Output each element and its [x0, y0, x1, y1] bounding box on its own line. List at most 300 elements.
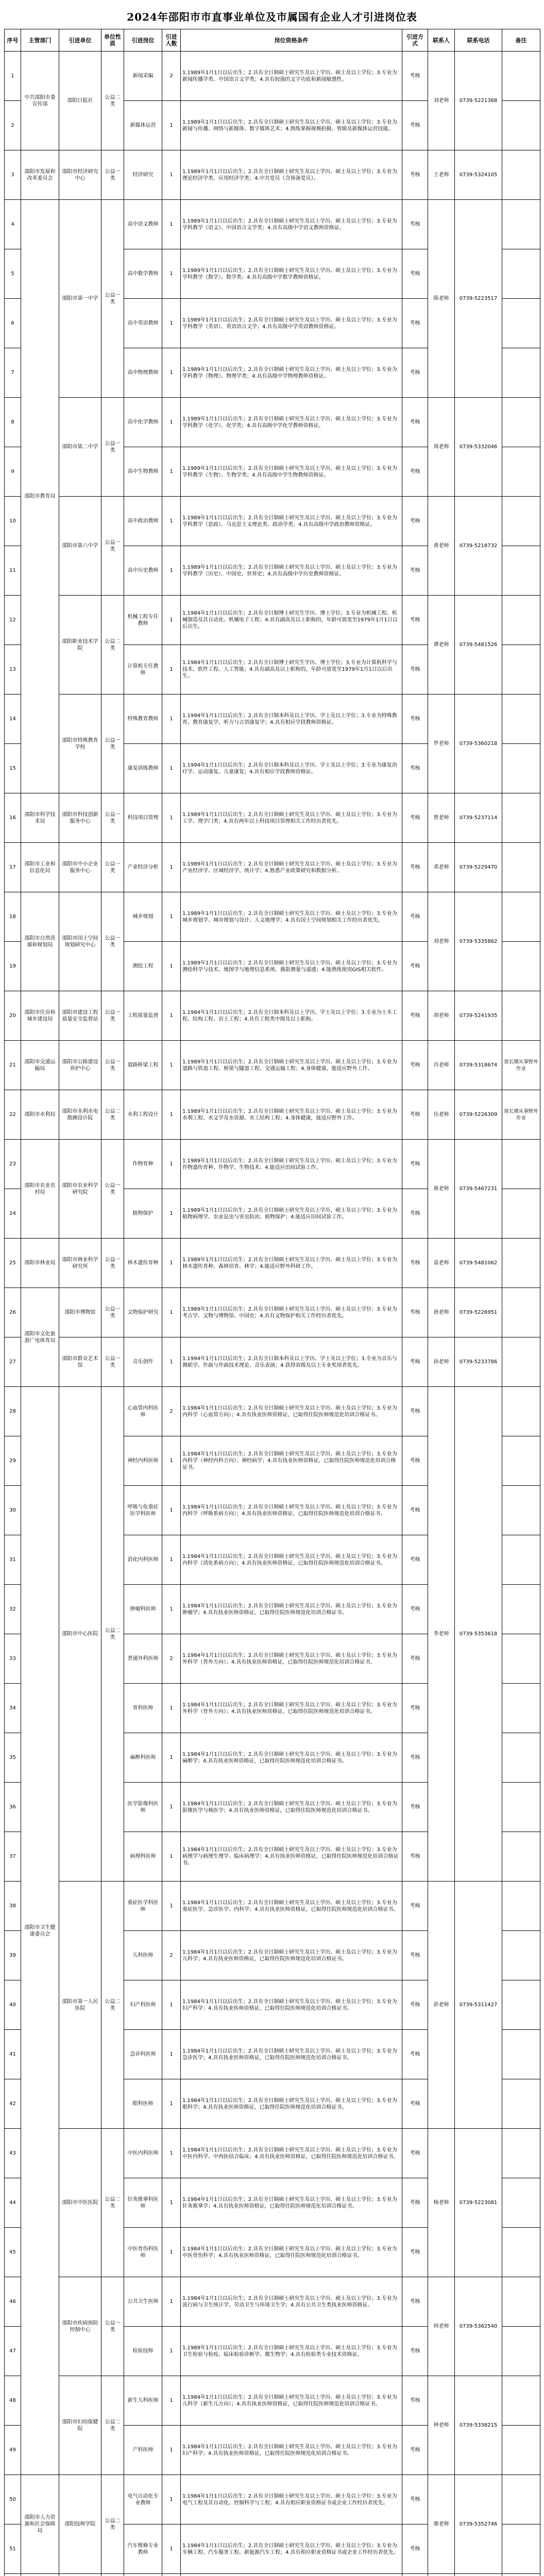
note-cell: [502, 2129, 540, 2178]
post-name-cell: [124, 2079, 162, 2129]
row-number-text: 10: [9, 518, 16, 524]
method-cell-text: 考核: [410, 2398, 420, 2403]
post-name-cell-text: 高中化学教师: [127, 419, 159, 425]
unit-cell: [59, 1090, 101, 1140]
contact-cell: [428, 1239, 455, 1288]
department-cell: [21, 2574, 59, 2576]
row-number-text: 45: [9, 2249, 16, 2255]
method-cell-text: 考核: [410, 469, 420, 474]
post-count-cell: [162, 991, 181, 1041]
post-count-cell-text: 1: [169, 1211, 173, 1216]
method-cell: [402, 2376, 428, 2426]
post-name-cell: [124, 1239, 162, 1288]
unit-cell: [59, 150, 101, 200]
post-name-cell-text: 高中生物教师: [127, 469, 159, 474]
requirements-cell-text: 1.1989年1月1日以后出生；2.具有全日制硕士研究生及以上学历、硕士及以上学位；3.专业为考古学、文物与博物馆、中国史；4.具有文物保护相关工作经历者优先。: [182, 1306, 397, 1319]
method-cell: [402, 2327, 428, 2376]
table-row: [5, 2376, 540, 2426]
requirements-cell-text: 1.1989年1月1日以后出生；2.具有全日制硕士研究生及以上学历、硕士及以上学位；3.专业为植物病理学、农业昆虫与害虫防治、植物保护；4.能适应田间试验工作。: [182, 1207, 397, 1220]
contact-cell-text: 胡老师: [433, 1013, 449, 1019]
row-number: [5, 150, 21, 200]
method-cell: [402, 645, 428, 694]
note-cell: [502, 398, 540, 447]
requirements-cell: [181, 2277, 402, 2327]
method-cell: [402, 793, 428, 843]
method-cell: [402, 1387, 428, 1436]
phone-cell: [455, 52, 502, 150]
post-name-cell-text: 针灸推拿科医师: [127, 2196, 159, 2209]
table-row: [5, 52, 540, 101]
post-count-cell-text: 1: [169, 2299, 173, 2304]
row-number-text: 1: [11, 73, 14, 79]
post-count-cell-text: 1: [169, 2150, 173, 2156]
unit-nature-cell: [101, 2129, 124, 2277]
method-cell-text: 考核: [410, 1359, 420, 1365]
post-count-cell: [162, 843, 181, 892]
post-count-cell-text: 1: [169, 1112, 173, 1117]
row-number-text: 30: [9, 1507, 16, 1513]
method-cell-text: 考核: [410, 667, 420, 672]
post-name-cell-text: 心血管内科医师: [127, 1405, 159, 1418]
unit-nature-cell-text: 公益一类: [105, 1009, 121, 1022]
requirements-cell: [181, 1337, 402, 1387]
note-cell: [502, 1090, 540, 1140]
post-count-cell-text: 1: [169, 865, 173, 870]
requirements-cell-text: 1.1989年1月1日以后出生；2.具有全日制硕士研究生及以上学历、硕士及以上学位；3.专业为理论经济学类、应用经济学类；4.中共党员（含预备党员）。: [182, 168, 397, 181]
contact-cell: [428, 2376, 455, 2475]
post-count-cell-text: 1: [169, 370, 173, 376]
unit-cell-text: 邵阳市疾病预防控制中心: [62, 2320, 98, 2333]
phone-cell: [455, 1337, 502, 1387]
note-cell: [502, 447, 540, 497]
note-cell: [502, 299, 540, 348]
post-count-cell-text: 1: [169, 1310, 173, 1315]
note-cell: [502, 1189, 540, 1239]
post-count-cell: [162, 2376, 181, 2426]
header-count: 引进人数: [162, 29, 181, 52]
table-row: [5, 843, 540, 892]
unit-cell-text: 邵阳市第六中学: [62, 543, 98, 549]
requirements-cell-text: 1.1984年1月1日以后出生；2.具有全日制硕士研究生及以上学历、硕士及以上学位；3.专业为电气工程及其自动化、控制科学与工程；4.具有相应职业资格证书或企业工作经历者优先。: [182, 2493, 397, 2506]
contact-cell: [428, 1140, 455, 1239]
contact-cell-text: 陈老师: [433, 296, 449, 301]
row-number: [5, 1931, 21, 1980]
post-count-cell: [162, 942, 181, 991]
post-count-cell-text: 1: [169, 2447, 173, 2453]
contact-cell-text: 周老师: [433, 444, 449, 450]
phone-cell-text: 0739-5223517: [459, 296, 498, 301]
contact-cell: [428, 694, 455, 793]
post-name-cell-text: 新闻采编: [132, 73, 154, 79]
method-cell-text: 考核: [410, 1211, 420, 1216]
requirements-cell: [181, 1436, 402, 1486]
requirements-cell-text: 1.1989年1月1日以后出生；2.具有全日制硕士研究生及以上学历、硕士及以上学位；3.专业为新闻与传播、网络与新媒体、数字媒体艺术；4.熟练掌握视频拍摄、剪辑及新媒体运营技能。: [182, 119, 397, 132]
row-number: [5, 596, 21, 645]
requirements-cell: [181, 793, 402, 843]
post-count-cell-text: 1: [169, 320, 173, 326]
phone-cell-text: 0739-5332046: [459, 444, 498, 450]
requirements-cell: [181, 1733, 402, 1783]
requirements-cell-text: 1.1984年1月1日以后出生；2.具有全日制硕士研究生及以上学历、硕士及以上学位；3.专业为重症医学、急诊医学、内科学；4.具有执业医师资格证，已取得住院医师规范化培训合格证书。: [182, 1900, 399, 1912]
method-cell-text: 考核: [410, 2150, 420, 2156]
note-cell: [502, 694, 540, 744]
phone-cell: [455, 2129, 502, 2277]
note-cell: [502, 2475, 540, 2524]
unit-cell: [59, 497, 101, 596]
post-count-cell-text: 1: [169, 1359, 173, 1365]
phone-cell-text: 0739-5218732: [459, 543, 498, 549]
method-cell: [402, 1337, 428, 1387]
note-cell: [502, 1436, 540, 1486]
method-cell: [402, 1288, 428, 1337]
post-name-cell-text: 文物保护研究: [127, 1310, 159, 1315]
post-name-cell-text: 骨科医师: [132, 1705, 154, 1711]
post-name-cell: [124, 101, 162, 150]
row-number-text: 43: [9, 2150, 16, 2156]
unit-nature-cell-text: 公益二类: [105, 2419, 121, 2432]
post-name-cell: [124, 2376, 162, 2426]
post-count-cell: [162, 1041, 181, 1090]
department-cell-text: 邵阳市文化旅游广电体育局: [24, 1331, 56, 1344]
table-row: [5, 1882, 540, 1931]
phone-cell: [455, 694, 502, 793]
department-cell: [21, 1288, 59, 1387]
post-name-cell: [124, 1832, 162, 1882]
post-name-cell: [124, 398, 162, 447]
post-name-cell: [124, 2030, 162, 2079]
phone-cell: [455, 596, 502, 694]
method-cell: [402, 1486, 428, 1535]
post-name-cell: [124, 2129, 162, 2178]
row-number: [5, 1288, 21, 1337]
row-number-text: 12: [9, 617, 16, 623]
post-name-cell: [124, 991, 162, 1041]
requirements-cell-text: 1.1984年1月1日以后出生；2.具有全日制硕士研究生及以上学历、硕士及以上学位；3.专业为肿瘤学；4.具有执业医师资格证，已取得住院医师规范化培训合格证书。: [182, 1603, 397, 1616]
unit-cell: [59, 1239, 101, 1288]
post-count-cell: [162, 2524, 181, 2574]
post-count-cell: [162, 1239, 181, 1288]
method-cell-text: 考核: [410, 518, 420, 524]
post-count-cell: [162, 1486, 181, 1535]
unit-nature-cell-text: 公益一类: [105, 811, 121, 824]
unit-cell: [59, 1387, 101, 1882]
post-count-cell: [162, 249, 181, 299]
method-cell-text: 考核: [410, 1903, 420, 1909]
post-name-cell-text: 音乐创作: [132, 1359, 154, 1365]
note-cell: [502, 150, 540, 200]
header-row: [5, 29, 540, 52]
requirements-cell: [181, 1585, 402, 1634]
post-name-cell: [124, 249, 162, 299]
note-cell: [502, 1486, 540, 1535]
unit-nature-cell: [101, 991, 124, 1041]
row-number-text: 34: [9, 1705, 16, 1711]
contact-cell-text: 谭老师: [433, 642, 449, 648]
method-cell: [402, 1239, 428, 1288]
post-count-cell-text: 1: [169, 469, 173, 474]
method-cell: [402, 249, 428, 299]
phone-cell: [455, 2475, 502, 2574]
post-count-cell: [162, 348, 181, 398]
post-name-cell: [124, 2327, 162, 2376]
header-no: 序号: [5, 29, 21, 52]
contact-cell-text: 王老师: [433, 172, 449, 178]
department-cell: [21, 2475, 59, 2574]
post-count-cell-text: 1: [169, 667, 173, 672]
post-count-cell: [162, 1140, 181, 1189]
method-cell: [402, 2426, 428, 2475]
phone-cell: [455, 398, 502, 497]
unit-nature-cell: [101, 843, 124, 892]
post-count-cell-text: 1: [169, 1903, 173, 1909]
unit-cell-text: 邵阳市第一中学: [62, 296, 98, 301]
unit-cell: [59, 2376, 101, 2475]
row-number: [5, 2178, 21, 2228]
post-name-cell-text: 高中政治教师: [127, 518, 159, 524]
requirements-cell-text: 1.1989年1月1日以后出生；2.具有全日制硕士研究生及以上学历、硕士及以上学位；3.专业为学科教学（英语）、英语语言文学；4.具有高级中学英语教师资格证。: [182, 317, 397, 330]
post-count-cell-text: 2: [169, 1656, 173, 1662]
requirements-cell: [181, 2129, 402, 2178]
post-name-cell-text: 林木遗传育种: [127, 1260, 159, 1266]
requirements-cell-text: 1.1984年1月1日以后出生；2.具有全日制硕士研究生及以上学历、硕士及以上学位；3.专业为外科学（骨外方向）；4.具有执业医师资格证，已取得住院医师规范化培训合格证书。: [182, 1702, 397, 1715]
post-count-cell: [162, 2327, 181, 2376]
requirements-cell-text: 1.1984年1月1日以后出生；2.具有全日制硕士研究生及以上学历、硕士及以上学位；3.专业为妇产科学；4.具有执业医师资格证，已取得住院医师规范化培训合格证书。: [182, 1998, 397, 2011]
contact-cell: [428, 398, 455, 497]
post-count-cell: [162, 1832, 181, 1882]
requirements-cell-text: 1.1994年1月1日以后出生；2.具有全日制本科及以上学历、学士及以上学位；3.专业为特殊教育、教育康复学、听力与言语康复学；4.具有相应学段教师资格证。: [182, 713, 397, 725]
requirements-cell: [181, 2574, 402, 2576]
post-count-cell: [162, 892, 181, 942]
header-post: 引进岗位: [124, 29, 162, 52]
post-count-cell-text: 1: [169, 963, 173, 969]
unit-nature-cell-text: 公益二类: [105, 94, 121, 107]
row-number-text: 39: [9, 1953, 16, 1958]
row-number-text: 36: [9, 1804, 16, 1810]
method-cell-text: 考核: [410, 1013, 420, 1019]
row-number: [5, 2079, 21, 2129]
row-number: [5, 1486, 21, 1535]
requirements-cell: [181, 200, 402, 249]
requirements-cell: [181, 2426, 402, 2475]
post-count-cell-text: 1: [169, 716, 173, 722]
post-name-cell: [124, 1535, 162, 1585]
post-name-cell-text: 中医骨伤科医师: [127, 2246, 159, 2259]
contact-cell: [428, 1288, 455, 1337]
phone-cell: [455, 991, 502, 1041]
requirements-cell-text: 1.1984年1月1日以后出生；2.具有全日制硕士研究生及以上学历、硕士及以上学位；3.专业为中医骨伤科学；4.具有执业医师资格证，已取得住院医师规范化培训合格证书。: [182, 2246, 397, 2259]
unit-nature-cell: [101, 2376, 124, 2475]
method-cell: [402, 150, 428, 200]
unit-nature-cell-text: 公益一类: [105, 2320, 121, 2333]
post-name-cell-text: 高中历史教师: [127, 568, 159, 573]
unit-cell: [59, 694, 101, 793]
row-number-text: 8: [11, 419, 14, 425]
post-name-cell: [124, 843, 162, 892]
note-cell: [502, 1140, 540, 1189]
requirements-cell: [181, 2376, 402, 2426]
note-cell: [502, 1733, 540, 1783]
requirements-cell: [181, 1239, 402, 1288]
post-count-cell-text: 1: [169, 518, 173, 524]
method-cell-text: 考核: [410, 766, 420, 771]
post-name-cell-text: 特殊教育教师: [127, 716, 159, 722]
positions-table: [4, 29, 540, 2576]
post-count-cell-text: 1: [169, 1854, 173, 1859]
contact-cell: [428, 793, 455, 843]
requirements-cell: [181, 991, 402, 1041]
requirements-cell-text: 1.1994年1月1日以后出生；2.具有全日制本科及以上学历、学士及以上学位；3.专业为康复治疗学、运动康复、儿童康复；4.具有相应学段教师资格证。: [182, 762, 397, 775]
requirements-cell-text: 1.1984年1月1日以后出生；2.具有全日制硕士研究生及以上学历、硕士及以上学位；3.专业为内科学（心血管方向）；4.具有执业医师资格证，已取得住院医师规范化培训合格证书。: [182, 1405, 397, 1418]
method-cell-text: 考核: [410, 1112, 420, 1117]
row-number: [5, 2524, 21, 2574]
row-number: [5, 2574, 21, 2576]
post-count-cell: [162, 1535, 181, 1585]
row-number-text: 29: [9, 1458, 16, 1464]
post-count-cell-text: 1: [169, 1606, 173, 1612]
post-count-cell-text: 1: [169, 271, 173, 277]
unit-nature-cell: [101, 200, 124, 398]
post-name-cell: [124, 200, 162, 249]
note-cell: [502, 2178, 540, 2228]
requirements-cell-text: 1.1984年1月1日以后出生；2.具有全日制硕士研究生及以上学历、硕士及以上学位；3.专业为妇产科学；4.具有执业医师资格证，已取得住院医师规范化培训合格证书。: [182, 2444, 397, 2456]
method-cell-text: 考核: [410, 2447, 420, 2453]
row-number-text: 51: [9, 2546, 16, 2552]
post-name-cell-text: 电气自动化专业教师: [127, 2493, 159, 2506]
department-cell: [21, 892, 59, 991]
row-number: [5, 52, 21, 101]
contact-cell-text: 伍老师: [433, 1112, 449, 1117]
method-cell: [402, 2574, 428, 2576]
requirements-cell-text: 1.1984年1月1日以后出生；2.具有全日制硕士研究生及以上学历、硕士及以上学位；3.专业为急诊医学；4.具有执业医师资格证，已取得住院医师规范化培训合格证书。: [182, 2048, 397, 2061]
phone-cell-text: 0739-5338215: [459, 2422, 498, 2428]
unit-nature-cell-text: 公益二类: [105, 2196, 121, 2209]
post-name-cell-text: 病理科医师: [130, 1854, 156, 1859]
row-number-text: 27: [9, 1359, 16, 1365]
requirements-cell: [181, 546, 402, 596]
note-cell: [502, 1535, 540, 1585]
department-cell-text: 邵阳市教育局: [24, 494, 56, 499]
post-count-cell: [162, 1733, 181, 1783]
requirements-cell: [181, 1535, 402, 1585]
post-count-cell-text: 1: [169, 1557, 173, 1563]
contact-cell-text: 唐老师: [433, 1310, 449, 1315]
unit-nature-cell-text: 公益二类: [105, 1998, 121, 2011]
method-cell-text: 考核: [410, 73, 420, 79]
department-cell: [21, 793, 59, 843]
contact-cell-text: 黄老师: [433, 543, 449, 549]
phone-cell: [455, 1288, 502, 1337]
method-cell-text: 考核: [410, 1854, 420, 1859]
unit-nature-cell: [101, 2475, 124, 2574]
requirements-cell: [181, 447, 402, 497]
method-cell-text: 考核: [410, 2002, 420, 2008]
table-row: [5, 991, 540, 1041]
unit-nature-cell-text: 公益一类: [105, 861, 121, 874]
contact-cell: [428, 843, 455, 892]
phone-cell: [455, 843, 502, 892]
unit-nature-cell-text: 公益一类: [105, 935, 121, 948]
method-cell-text: 考核: [410, 2101, 420, 2107]
row-number-text: 37: [9, 1854, 16, 1859]
method-cell: [402, 447, 428, 497]
method-cell: [402, 1436, 428, 1486]
method-cell-text: 考核: [410, 1606, 420, 1612]
row-number: [5, 1832, 21, 1882]
department-cell-text: 邵阳市科学技术局: [24, 811, 56, 824]
post-name-cell: [124, 2228, 162, 2277]
post-name-cell-text: 麻醉科医师: [130, 1755, 156, 1760]
unit-cell: [59, 1288, 101, 1337]
contact-cell-text: 罗老师: [433, 741, 449, 747]
requirements-cell: [181, 299, 402, 348]
row-number: [5, 101, 21, 150]
post-name-cell: [124, 744, 162, 793]
header-dept: 主管部门: [21, 29, 59, 52]
requirements-cell: [181, 1041, 402, 1090]
requirements-cell: [181, 1090, 402, 1140]
requirements-cell-text: 1.1989年1月1日以后出生；2.具有全日制硕士研究生及以上学历、硕士及以上学位；3.专业为新闻传播学类、中国语言文学类；4.具有较强的文字功底和新闻敏感性。: [182, 70, 397, 82]
table-row: [5, 1140, 540, 1189]
department-cell-text: 邵阳市工业和信息化局: [24, 861, 56, 874]
post-name-cell: [124, 546, 162, 596]
unit-cell-text: 邵阳市公路建设养护中心: [62, 1059, 98, 1072]
unit-cell-text: 邵阳市中小企业服务中心: [62, 861, 98, 874]
row-number: [5, 694, 21, 744]
phone-cell: [455, 1090, 502, 1140]
note-cell: [502, 1684, 540, 1733]
row-number-text: 22: [9, 1112, 16, 1117]
requirements-cell-text: 1.1984年1月1日以后出生；2.具有全日制硕士研究生及以上学历、硕士及以上学位；3.专业为内科学（消化系病方向）；4.具有执业医师资格证，已取得住院医师规范化培训合格证书。: [182, 1553, 397, 1566]
method-cell: [402, 1684, 428, 1733]
unit-nature-cell: [101, 1882, 124, 2129]
unit-cell-text: 邵阳市第一人民医院: [62, 1998, 98, 2011]
method-cell-text: 考核: [410, 419, 420, 425]
phone-cell: [455, 2277, 502, 2376]
unit-nature-cell: [101, 1288, 124, 1337]
unit-cell: [59, 52, 101, 150]
post-name-cell: [124, 645, 162, 694]
row-number-text: 11: [9, 568, 16, 573]
note-cell: [502, 1337, 540, 1387]
post-name-cell: [124, 1189, 162, 1239]
post-name-cell: [124, 497, 162, 546]
method-cell: [402, 596, 428, 645]
post-count-cell: [162, 1980, 181, 2030]
post-count-cell-text: 2: [169, 1409, 173, 1414]
post-name-cell: [124, 1387, 162, 1436]
note-cell: [502, 200, 540, 249]
post-count-cell: [162, 2129, 181, 2178]
note-cell: [502, 52, 540, 101]
contact-cell-text: 曾老师: [433, 815, 449, 821]
table-row: [5, 2277, 540, 2327]
post-name-cell: [124, 2524, 162, 2574]
row-number-text: 33: [9, 1656, 16, 1662]
post-name-cell-text: 经济研究: [132, 172, 154, 178]
post-count-cell-text: 1: [169, 1260, 173, 1266]
note-cell: [502, 744, 540, 793]
note-cell: [502, 793, 540, 843]
method-cell: [402, 101, 428, 150]
row-number: [5, 1684, 21, 1733]
unit-cell-text: 邵阳市中心医院: [62, 1631, 98, 1637]
row-number: [5, 1387, 21, 1436]
post-count-cell-text: 1: [169, 222, 173, 227]
post-name-cell: [124, 1882, 162, 1931]
post-name-cell-text: 机械工程专任教师: [127, 614, 159, 626]
requirements-cell: [181, 2524, 402, 2574]
contact-cell: [428, 150, 455, 200]
